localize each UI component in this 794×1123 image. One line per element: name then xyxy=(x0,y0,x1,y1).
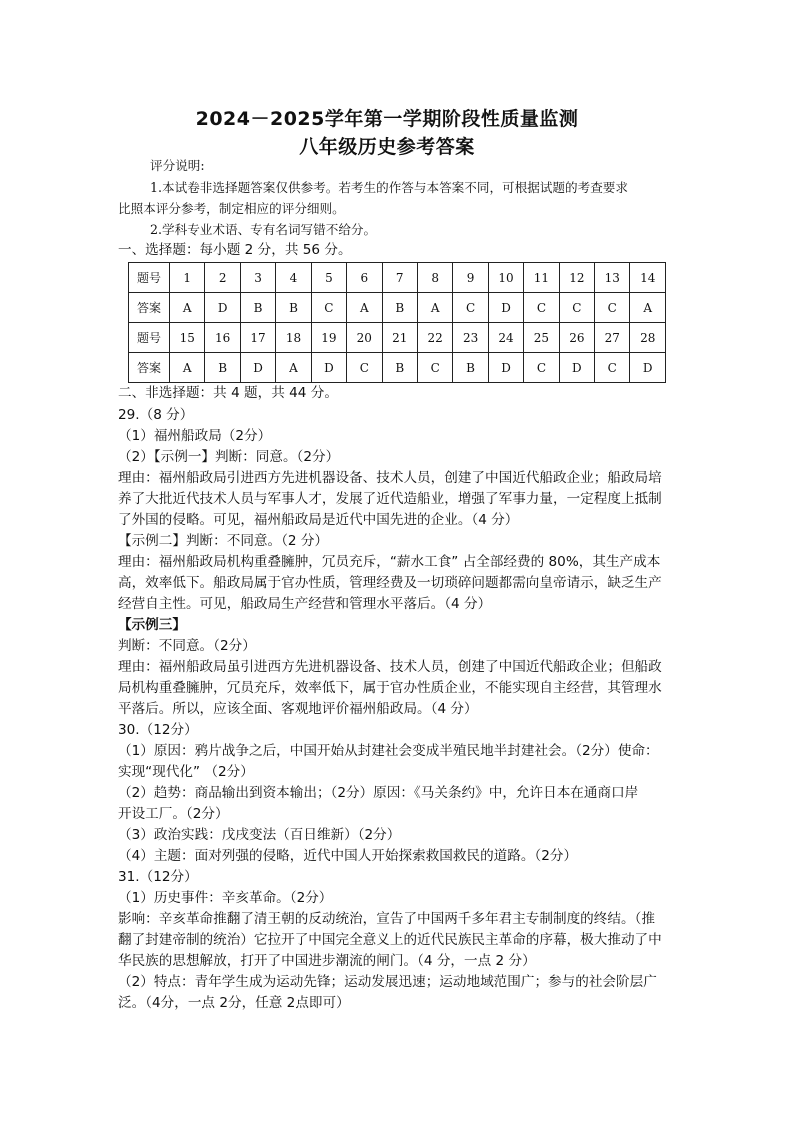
table-cell: 21 xyxy=(382,323,417,353)
q29-heading: 29.（8 分） xyxy=(118,407,194,423)
table-cell: B xyxy=(205,353,240,383)
table-cell: A xyxy=(170,353,205,383)
answer-line: 局机构重叠臃肿，冗员充斥，效率低下，属于官办性质企业，不能实现自主经营，其管理水 xyxy=(118,680,662,696)
answer-table xyxy=(128,262,666,383)
table-cell: 9 xyxy=(453,263,488,293)
table-cell: 23 xyxy=(453,323,488,353)
table-row-question-2 xyxy=(129,323,666,353)
table-cell: 12 xyxy=(559,263,594,293)
table-cell: D xyxy=(311,353,346,383)
question-label: 题号 xyxy=(129,323,170,353)
answer-line: 经营自主性。可见，船政局生产经营和管理水平落后。（4 分） xyxy=(118,596,492,612)
answer-line: （1）历史事件：辛亥革命。（2分） xyxy=(118,890,333,906)
table-cell: D xyxy=(240,353,275,383)
table-cell: 11 xyxy=(524,263,559,293)
answer-label: 答案 xyxy=(129,353,170,383)
answer-line: 理由：福州船政局引进西方先进机器设备、技术人员，创建了中国近代船政企业；船政局培 xyxy=(118,470,662,486)
answer-line: 养了大批近代技术人员与军事人才，发展了近代造船业，增强了军事力量，一定程度上抵制 xyxy=(118,491,662,507)
table-cell: B xyxy=(276,293,311,323)
table-cell: C xyxy=(559,293,594,323)
table-cell: A xyxy=(630,293,666,323)
table-cell: 19 xyxy=(311,323,346,353)
answer-line: 理由：福州船政局机构重叠臃肿，冗员充斥，“薪水工食” 占全部经费的 80%，其生产成本 xyxy=(118,554,661,570)
table-cell: A xyxy=(417,293,452,323)
q30-heading: 30.（12分） xyxy=(118,722,198,738)
table-cell: 20 xyxy=(347,323,382,353)
table-cell: 26 xyxy=(559,323,594,353)
section-nonchoice-heading: 二、非选择题：共 4 题，共 44 分。 xyxy=(118,385,338,401)
question-label: 题号 xyxy=(129,263,170,293)
answer-line: 影响：辛亥革命推翻了清王朝的反动统治，宣告了中国两千多年君主专制制度的终结。（推 xyxy=(118,911,655,927)
table-cell: 24 xyxy=(488,323,523,353)
table-cell: 8 xyxy=(417,263,452,293)
answer-line: 实现“现代化” （2分） xyxy=(118,764,254,780)
answer-line: 平落后。所以，应该全面、客观地评价福州船政局。（4 分） xyxy=(118,701,478,717)
table-cell: A xyxy=(170,293,205,323)
table-row-question-1 xyxy=(129,263,666,293)
table-cell: 17 xyxy=(240,323,275,353)
answer-line: （1）福州船政局（2分） xyxy=(118,428,272,444)
notes-heading: 评分说明: xyxy=(150,158,205,173)
table-cell: 18 xyxy=(276,323,311,353)
answer-line: 翻了封建帝制的统治）它拉开了中国完全意义上的近代民族民主革命的序幕，极大推动了中 xyxy=(118,932,662,948)
table-cell: B xyxy=(382,293,417,323)
table-cell: 4 xyxy=(276,263,311,293)
answer-line: （2）特点：青年学生成为运动先锋；运动发展迅速；运动地域范围广；参与的社会阶层广 xyxy=(118,974,657,990)
table-cell: 22 xyxy=(417,323,452,353)
table-cell: D xyxy=(630,353,666,383)
table-cell: D xyxy=(559,353,594,383)
table-cell: C xyxy=(347,353,382,383)
answer-line: 高，效率低下。船政局属于官办性质，管理经费及一切琐碎问题都需向皇帝请示，缺乏生产 xyxy=(118,575,662,591)
answer-line: （4）主题：面对列强的侵略，近代中国人开始探索救国救民的道路。（2分） xyxy=(118,848,578,864)
note-1a: 1.本试卷非选择题答案仅供参考。若考生的作答与本答案不同，可根据试题的考查要求 xyxy=(150,180,628,195)
answer-line: （1）原因：鸦片战争之后，中国开始从封建社会变成半殖民地半封建社会。（2分）使命： xyxy=(118,743,659,759)
table-cell: C xyxy=(524,353,559,383)
answer-line: 了外国的侵略。可见，福州船政局是近代中国先进的企业。（4 分） xyxy=(118,512,519,528)
answer-line: （2）【示例一】判断：同意。（2分） xyxy=(118,449,340,465)
table-row-answer-1 xyxy=(129,293,666,323)
table-cell: 10 xyxy=(488,263,523,293)
table-cell: 7 xyxy=(382,263,417,293)
answer-line: 【示例三】 xyxy=(118,617,186,633)
answer-line: 【示例二】判断：不同意。（2 分） xyxy=(118,533,329,549)
table-cell: 1 xyxy=(170,263,205,293)
table-cell: C xyxy=(595,353,630,383)
table-cell: C xyxy=(453,293,488,323)
answer-line: （2）趋势：商品输出到资本输出；（2分）原因：《马关条约》中，允许日本在通商口岸 xyxy=(118,785,639,801)
table-cell: B xyxy=(453,353,488,383)
doc-subtitle: 八年级历史参考答案 xyxy=(299,136,475,158)
table-cell: A xyxy=(276,353,311,383)
table-cell: 3 xyxy=(240,263,275,293)
table-cell: C xyxy=(417,353,452,383)
table-cell: 28 xyxy=(630,323,666,353)
table-cell: 13 xyxy=(595,263,630,293)
answer-line: 理由：福州船政局虽引进西方先进机器设备、技术人员，创建了中国近代船政企业；但船政 xyxy=(118,659,662,675)
table-row-answer-2 xyxy=(129,353,666,383)
table-cell: A xyxy=(347,293,382,323)
answer-line: 开设工厂。（2分） xyxy=(118,806,229,822)
table-cell: 16 xyxy=(205,323,240,353)
doc-title: 2024－2025学年第一学期阶段性质量监测 xyxy=(195,108,579,130)
answer-line: 判断：不同意。（2分） xyxy=(118,638,256,654)
answer-line: （3）政治实践：戊戌变法（百日维新）（2分） xyxy=(118,827,401,843)
table-cell: C xyxy=(311,293,346,323)
table-cell: D xyxy=(488,293,523,323)
q31-heading: 31.（12分） xyxy=(118,869,198,885)
table-cell: 25 xyxy=(524,323,559,353)
note-2: 2.学科专业术语、专有名词写错不给分。 xyxy=(150,222,377,237)
table-cell: 6 xyxy=(347,263,382,293)
answer-line: 华民族的思想解放，打开了中国进步潮流的闸门。（4 分，一点 2 分） xyxy=(118,953,536,969)
table-cell: 14 xyxy=(630,263,666,293)
table-cell: 2 xyxy=(205,263,240,293)
table-cell: 5 xyxy=(311,263,346,293)
table-cell: B xyxy=(382,353,417,383)
table-cell: 27 xyxy=(595,323,630,353)
table-cell: D xyxy=(205,293,240,323)
table-cell: D xyxy=(488,353,523,383)
table-cell: C xyxy=(595,293,630,323)
table-cell: B xyxy=(240,293,275,323)
answer-line: 泛。（4分，一点 2分，任意 2点即可） xyxy=(118,995,350,1011)
section-choice-heading: 一、选择题：每小题 2 分，共 56 分。 xyxy=(118,242,352,258)
table-cell: C xyxy=(524,293,559,323)
note-1b: 比照本评分参考，制定相应的评分细则。 xyxy=(118,201,345,216)
table-cell: 15 xyxy=(170,323,205,353)
answer-label: 答案 xyxy=(129,293,170,323)
